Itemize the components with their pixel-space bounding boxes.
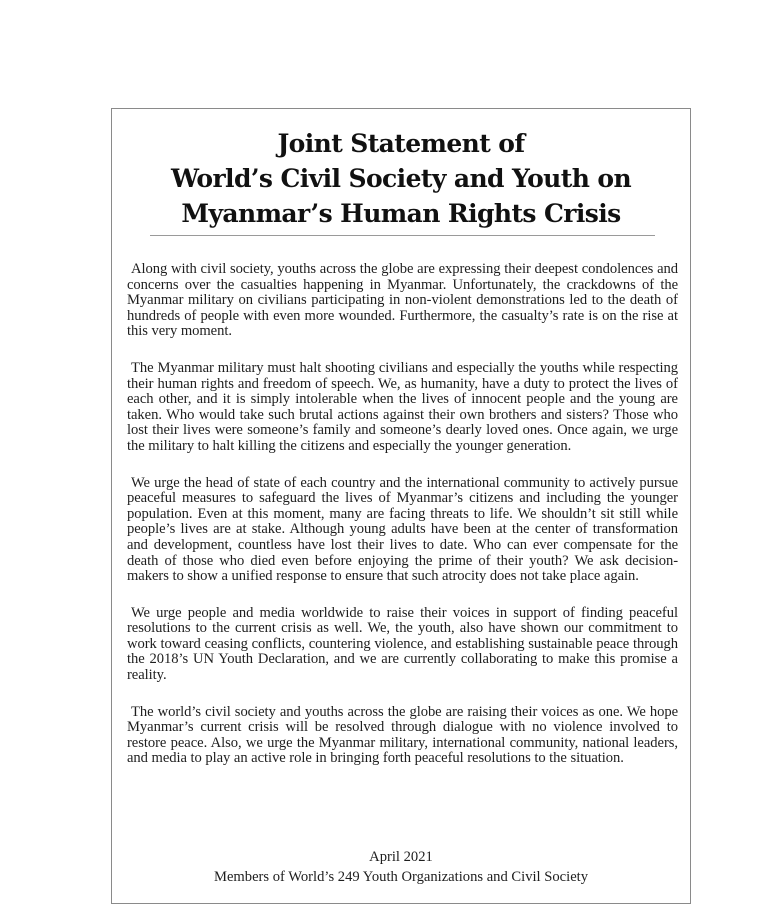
signature-block (112, 847, 690, 887)
statement-document (111, 108, 691, 904)
title-line-1: Joint Statement of (277, 129, 525, 158)
statement-date: April 2021 (369, 849, 433, 865)
paragraph-2: The Myanmar military must halt shooting civilians and especially the youths while respecting their human rights and freedom of speech. We, as humanity, have a duty to protect the lives of each other, and it is simply intolerable when the lives of innocent people and the young are taken. Who would take such brutal actions against their own brothers and sisters? Those who lost their lives were someone’s family and someone’s dearly loved ones. Once again, we urge the military to halt killing the citizens and especially the younger generation. (127, 359, 678, 454)
paragraph-5: The world’s civil society and youths across the globe are raising their voices as one. We hope Myanmar’s current crisis will be resolved through dialogue with no violence involved to restore peace. Also, we urge the Myanmar military, international community, national leaders, and media to play an active role in bringing forth peaceful resolutions to the situation. (127, 703, 678, 767)
title-line-3: Myanmar’s Human Rights Crisis (181, 199, 621, 228)
paragraph-4: We urge people and media worldwide to raise their voices in support of finding peaceful resolutions to the current crisis as well. We, the youth, also have shown our commitment to work toward ceasing conflicts, countering violence, and establishing sustainable peace through the 2018’s UN Youth Declaration, and we are currently collaborating to make this promise a reality. (127, 604, 678, 684)
statement-body (127, 262, 678, 788)
paragraph-3: We urge the head of state of each country and the international community to actively pursue peaceful measures to safeguard the lives of Myanmar’s citizens and including the younger population. Even at this moment, many are facing threats to life. We shouldn’t sit still while people’s lives are at stake. Although young adults have been at the center of transformation and development, countless have lost their lives to date. Who can ever compensate for the death of those who died even before enjoying the prime of their youth? We ask decision-makers to show a unified response to ensure that such atrocity does not take place again. (127, 474, 678, 585)
signatory-line: Members of World’s 249 Youth Organizations and Civil Society (213, 869, 589, 885)
paragraph-1: Along with civil society, youths across the globe are expressing their deepest condolences and concerns over the casualties happening in Myanmar. Unfortunately, the crackdowns of the Myanmar military on civilians participating in non-violent demonstrations led to the death of hundreds of people with even more wounded. Furthermore, the casualty’s rate is on the rise at this very moment. (127, 261, 678, 340)
title-line-2: World’s Civil Society and Youth on (170, 164, 632, 193)
title-divider (150, 235, 655, 236)
document-title (112, 126, 690, 231)
